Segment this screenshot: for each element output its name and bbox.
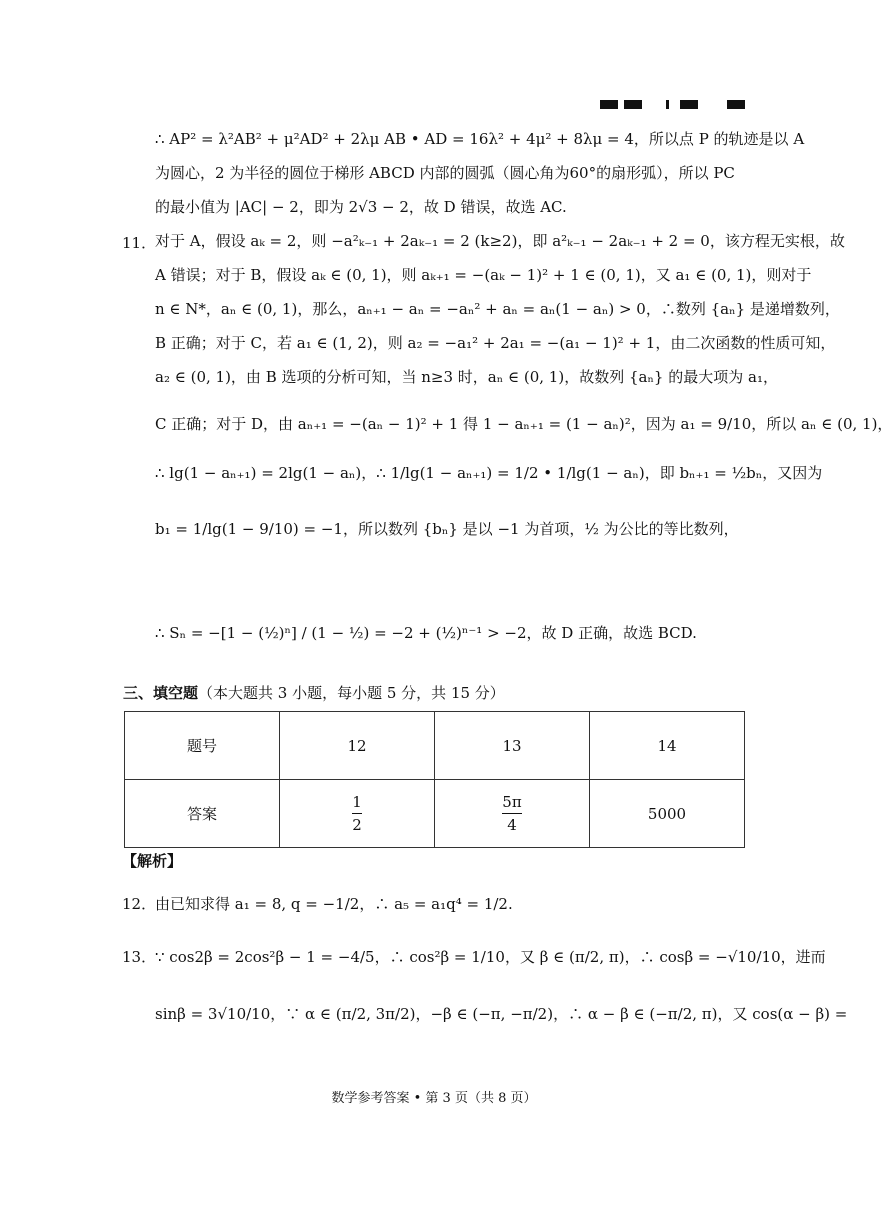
section-3-note: （本大题共 3 小题，每小题 5 分，共 15 分）: [198, 684, 505, 702]
q13-line-2: sinβ = 3√10/10，∵ α ∈ (π/2, 3π/2)，−β ∈ (−π, −π/2)，∴ α − β ∈ (−π/2, π)，又 cos(α − β) =: [155, 1005, 848, 1023]
q10-solution-tail: [155, 122, 805, 224]
answer-table: [124, 711, 745, 848]
q11-line-3: n ∈ N*，aₙ ∈ (0, 1)，那么，aₙ₊₁ − aₙ = −aₙ² + aₙ = aₙ(1 − aₙ) > 0，∴数列 {aₙ} 是递增数列，: [155, 300, 840, 318]
answer-12-cell: [280, 780, 435, 848]
q11-line-7: ∴ lg(1 − aₙ₊₁) = 2lg(1 − aₙ)，∴ 1/lg(1 − aₙ₊₁) = 1/2 • 1/lg(1 − aₙ)，即 bₙ₊₁ = ½bₙ，又因为: [155, 464, 823, 482]
q11-number: 11．: [122, 234, 157, 252]
answer-12-numerator: 1: [352, 793, 362, 811]
q11-line-5: a₂ ∈ (0, 1)，由 B 选项的分析可知，当 n≥3 时，aₙ ∈ (0, 1)，故数列 {aₙ} 的最大项为 a₁，: [155, 368, 778, 386]
analysis-heading: 【解析】: [122, 852, 183, 870]
q10-line-3: 的最小值为 |AC| − 2，即为 2√3 − 2，故 D 错误，故选 AC.: [155, 198, 567, 216]
header-decoration: [600, 100, 745, 110]
q11-line-9: ∴ Sₙ = −[1 − (½)ⁿ] / (1 − ½) = −2 + (½)ⁿ⁻¹ > −2，故 D 正确，故选 BCD.: [155, 624, 697, 642]
answer-row-label: 答案: [125, 780, 280, 848]
section-3-heading: [123, 682, 505, 703]
section-3-title: 三、填空题: [123, 684, 199, 702]
q12-solution: 由已知求得 a₁ = 8, q = −1/2，∴ a₅ = a₁q⁴ = 1/2.: [155, 895, 513, 913]
q13-line-1: ∵ cos2β = 2cos²β − 1 = −4/5，∴ cos²β = 1/10，又 β ∈ (π/2, π)，∴ cosβ = −√10/10，进而: [155, 948, 826, 966]
q11-solution: [155, 224, 845, 394]
table-header-cell: 12: [280, 712, 435, 780]
answer-13-numerator: 5π: [502, 793, 522, 811]
table-header-cell: 题号: [125, 712, 280, 780]
answer-12-denominator: 2: [352, 816, 362, 834]
q11-line-1: 对于 A，假设 aₖ = 2，则 −a²ₖ₋₁ + 2aₖ₋₁ = 2 (k≥2)，即 a²ₖ₋₁ − 2aₖ₋₁ + 2 = 0，该方程无实根，故: [155, 232, 845, 250]
answer-14-cell: 5000: [590, 780, 745, 848]
answer-13-denominator: 4: [507, 816, 517, 834]
table-row: [125, 780, 745, 848]
q10-line-2: 为圆心，2 为半径的圆位于梯形 ABCD 内部的圆弧（圆心角为60°的扇形弧），所以 PC: [155, 164, 735, 182]
page-footer: 数学参考答案 • 第 3 页（共 8 页）: [331, 1091, 537, 1106]
table-header-cell: 13: [435, 712, 590, 780]
answer-12-fraction: [352, 793, 362, 834]
q11-line-6: C 正确；对于 D，由 aₙ₊₁ = −(aₙ − 1)² + 1 得 1 − aₙ₊₁ = (1 − aₙ)²，因为 a₁ = 9/10，所以 aₙ ∈ (0, 1)，: [155, 415, 892, 433]
q11-line-8: b₁ = 1/lg(1 − 9/10) = −1，所以数列 {bₙ} 是以 −1 为首项，½ 为公比的等比数列，: [155, 520, 739, 538]
q12-number: 12．: [122, 895, 157, 913]
q11-line-2: A 错误；对于 B，假设 aₖ ∈ (0, 1)，则 aₖ₊₁ = −(aₖ − 1)² + 1 ∈ (0, 1)，又 a₁ ∈ (0, 1)，则对于: [155, 266, 812, 284]
table-row: [125, 712, 745, 780]
answer-13-fraction: [502, 793, 521, 834]
q11-line-4: B 正确；对于 C，若 a₁ ∈ (1, 2)，则 a₂ = −a₁² + 2a₁ = −(a₁ − 1)² + 1，由二次函数的性质可知，: [155, 334, 836, 352]
answer-13-cell: [435, 780, 590, 848]
table-header-cell: 14: [590, 712, 745, 780]
q13-number: 13．: [122, 948, 157, 966]
q10-line-1: ∴ AP² = λ²AB² + μ²AD² + 2λμ AB • AD = 16λ² + 4μ² + 8λμ = 4，所以点 P 的轨迹是以 A: [155, 130, 805, 148]
